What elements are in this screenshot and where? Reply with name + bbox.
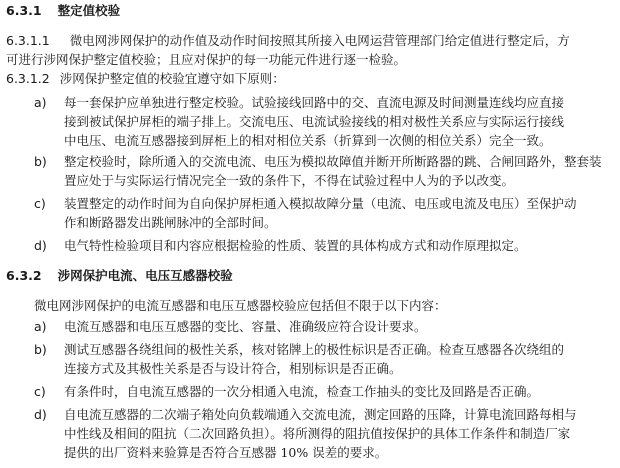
section-intro: 微电网涉网保护的电流互感器和电压互感器校验应包括但不限于以下内容：	[34, 298, 447, 313]
list-item-text: 接到被试保护屏柜的端子排上。交流电压、电流试验接线的相对极性关系应与实际运行接线	[64, 114, 565, 129]
section-heading-6-3-2	[6, 267, 233, 285]
list-item-text: 中性线及相间的阻抗（二次回路负担）。将所测得的阻抗值按保护的具体工作条件和制造厂家	[64, 426, 571, 441]
list-item-label: c)	[34, 384, 46, 399]
list-item-text: 有条件时，自电流互感器的一次分相通入电流，检查工作抽头的变比及回路是否正确。	[64, 384, 540, 399]
list-item-label: a)	[34, 95, 47, 110]
list-item-text: 整定校验时，除所通入的交流电流、电压为模拟故障值并断开所断路器的跳、合闸回路外，整套装	[64, 154, 602, 169]
list-item-text: 作和断路器发出跳闸脉冲的全部时间。	[64, 215, 277, 230]
list-item-text: 每一套保护应单独进行整定校验。试验接线回路中的交、直流电源及时间测量连线均应直接	[64, 95, 565, 110]
clause-6-3-1-1-line-2: 可进行涉网保护整定值校验；且应对保护的每一功能元件进行逐一检验。	[6, 52, 407, 67]
clause-text: 涉网保护整定值的校验宜遵守如下原则：	[59, 71, 285, 86]
list-item-label: b)	[34, 154, 47, 169]
list-item-label: d)	[34, 407, 47, 422]
section-title: 涉网保护电流、电压互感器校验	[57, 268, 233, 283]
clause-6-3-1-2	[6, 70, 285, 88]
list-item-text: 电流互感器和电压互感器的变比、容量、准确级应符合设计要求。	[64, 319, 427, 334]
section-title: 整定值校验	[57, 3, 121, 18]
list-item-label: c)	[34, 196, 46, 211]
list-item-text: 测试互感器各绕组间的极性关系，核对铭牌上的极性标识是否正确。检查互感器各次绕组的	[64, 342, 565, 357]
clause-text: 微电网涉网保护的动作值及动作时间按照其所接入电网运营管理部门给定值进行整定后，方	[69, 33, 570, 48]
list-item-label: d)	[34, 238, 47, 253]
list-item-text: 提供的出厂资料来验算是否符合互感器 10% 误差的要求。	[64, 445, 388, 460]
list-item-label: b)	[34, 342, 47, 357]
clause-number: 6.3.1.2	[6, 71, 50, 86]
list-item-text: 置应处于与实际运行情况完全一致的条件下，不得在试验过程中人为的予以改变。	[64, 173, 515, 188]
list-item-label: a)	[34, 319, 47, 334]
section-number: 6.3.2	[6, 268, 42, 283]
list-item-text: 电气特性检验项目和内容应根据检验的性质、装置的具体构成方式和动作原理拟定。	[64, 238, 527, 253]
clause-6-3-1-1-line-1	[6, 32, 570, 50]
list-item-text: 自电流互感器的二次端子箱处向负载端通入交流电流，测定回路的压降，计算电流回路每相与	[64, 407, 577, 422]
list-item-text: 中电压、电流互感器接到屏柜上的相对相位关系（折算到一次侧的相位关系）完全一致。	[64, 133, 552, 148]
clause-number: 6.3.1.1	[6, 33, 50, 48]
list-item-text: 装置整定的动作时间为自向保护屏柜通入模拟故障分量（电流、电压或电流及电压）至保护动	[64, 196, 577, 211]
list-item-text: 连接方式及其极性关系是否与设计符合，相别标识是否正确。	[64, 361, 402, 376]
section-number: 6.3.1	[6, 3, 42, 18]
section-heading-6-3-1	[6, 2, 120, 20]
